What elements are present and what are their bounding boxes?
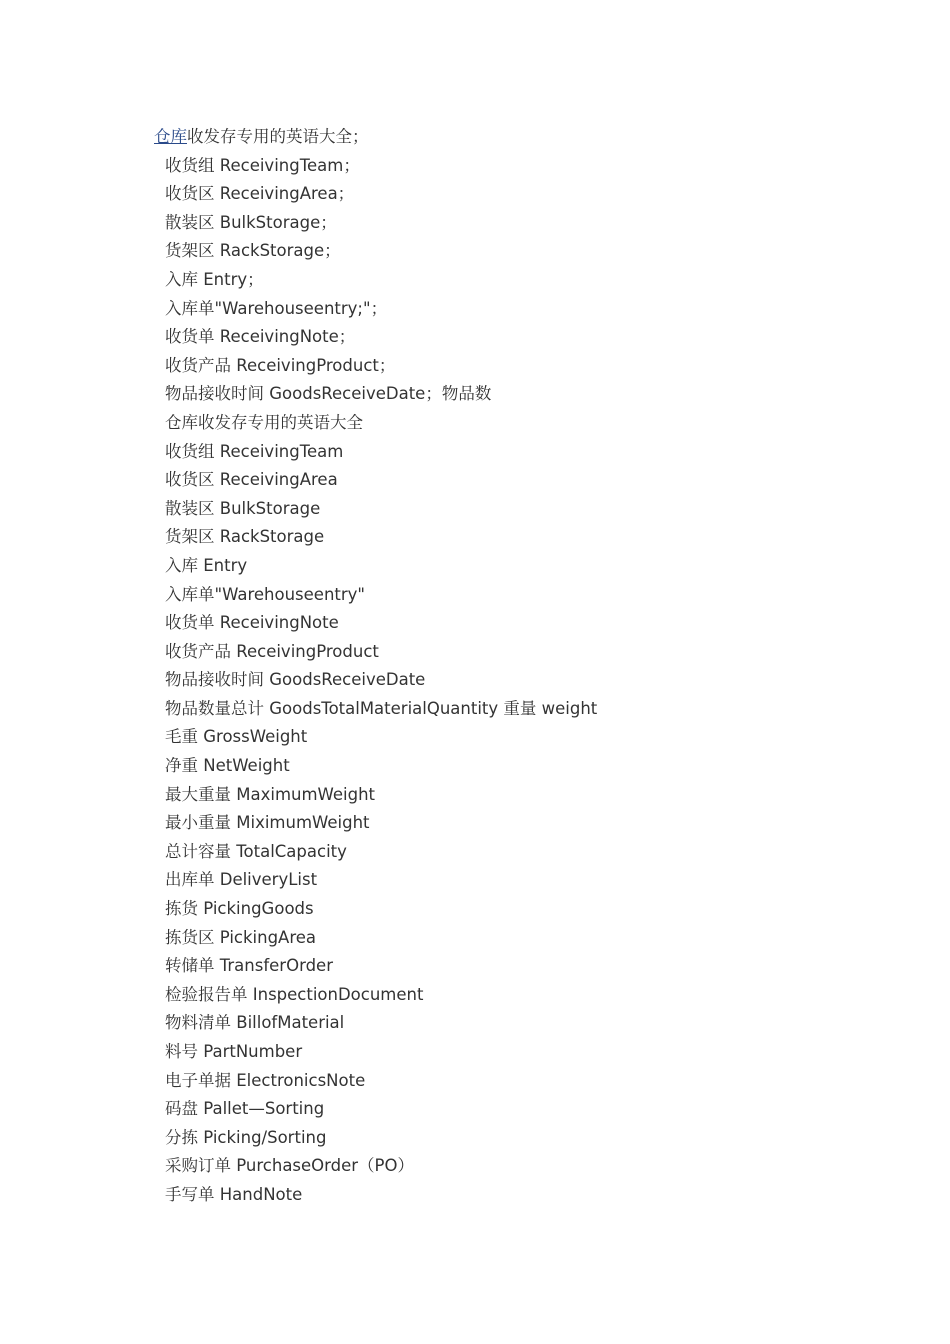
glossary-entry: 收货区 ReceivingArea； — [165, 184, 355, 204]
glossary-entry: 物品接收时间 GoodsReceiveDate — [165, 670, 426, 690]
glossary-entry: 转储单 TransferOrder — [165, 956, 333, 976]
glossary-entry: 货架区 RackStorage — [165, 527, 325, 547]
glossary-entry: 仓库收发存专用的英语大全 — [165, 412, 363, 432]
glossary-entry: 采购订单 PurchaseOrder（PO） — [165, 1156, 414, 1176]
glossary-entry: 收货产品 ReceivingProduct — [165, 641, 379, 661]
glossary-entry: 散装区 BulkStorage； — [165, 212, 337, 232]
glossary-entry: 最小重量 MiximumWeight — [165, 813, 370, 833]
glossary-entry: 入库 Entry； — [165, 269, 264, 289]
title-text: 收发存专用的英语大全； — [187, 127, 369, 146]
glossary-entry: 入库 Entry — [165, 555, 248, 575]
warehouse-link[interactable]: 仓库 — [154, 127, 187, 146]
glossary-entry: 收货组 ReceivingTeam — [165, 441, 344, 461]
glossary-entry: 料号 PartNumber — [165, 1042, 303, 1061]
glossary-entry: 物料清单 BillofMaterial — [165, 1013, 345, 1033]
glossary-entry: 码盘 Pallet—Sorting — [165, 1099, 325, 1119]
document-body — [154, 123, 854, 1210]
glossary-entry: 出库单 DeliveryList — [165, 870, 318, 890]
glossary-entry: 最大重量 MaximumWeight — [165, 784, 376, 804]
glossary-entry: 总计容量 TotalCapacity — [165, 841, 347, 861]
glossary-entry: 检验报告单 InspectionDocument — [165, 984, 424, 1004]
glossary-entry: 拣货区 PickingArea — [165, 927, 317, 947]
glossary-entry: 拣货 PickingGoods — [165, 899, 314, 919]
glossary-entry: 毛重 GrossWeight — [165, 727, 308, 747]
glossary-entry: 收货区 ReceivingArea — [165, 470, 338, 490]
glossary-entry: 收货组 ReceivingTeam； — [165, 155, 360, 175]
glossary-entry: 物品数量总计 GoodsTotalMaterialQuantity 重量 weight — [165, 698, 598, 718]
glossary-entry: 分拣 Picking/Sorting — [165, 1127, 327, 1147]
glossary-list — [154, 152, 854, 1210]
glossary-entry: 物品接收时间 GoodsReceiveDate；物品数 — [165, 384, 492, 404]
glossary-entry: 电子单据 ElectronicsNote — [165, 1070, 366, 1090]
glossary-entry: 净重 NetWeight — [165, 756, 290, 776]
glossary-entry: 收货产品 ReceivingProduct； — [165, 355, 396, 375]
glossary-entry: 入库单"Warehouseentry" — [165, 584, 366, 604]
document-title — [154, 123, 854, 152]
glossary-entry: 手写单 HandNote — [165, 1184, 303, 1204]
glossary-entry: 散装区 BulkStorage — [165, 498, 321, 518]
glossary-entry: 入库单"Warehouseentry;"； — [165, 298, 388, 318]
glossary-entry: 货架区 RackStorage； — [165, 241, 341, 261]
glossary-entry: 收货单 ReceivingNote — [165, 613, 339, 633]
glossary-entry: 收货单 ReceivingNote； — [165, 327, 356, 347]
